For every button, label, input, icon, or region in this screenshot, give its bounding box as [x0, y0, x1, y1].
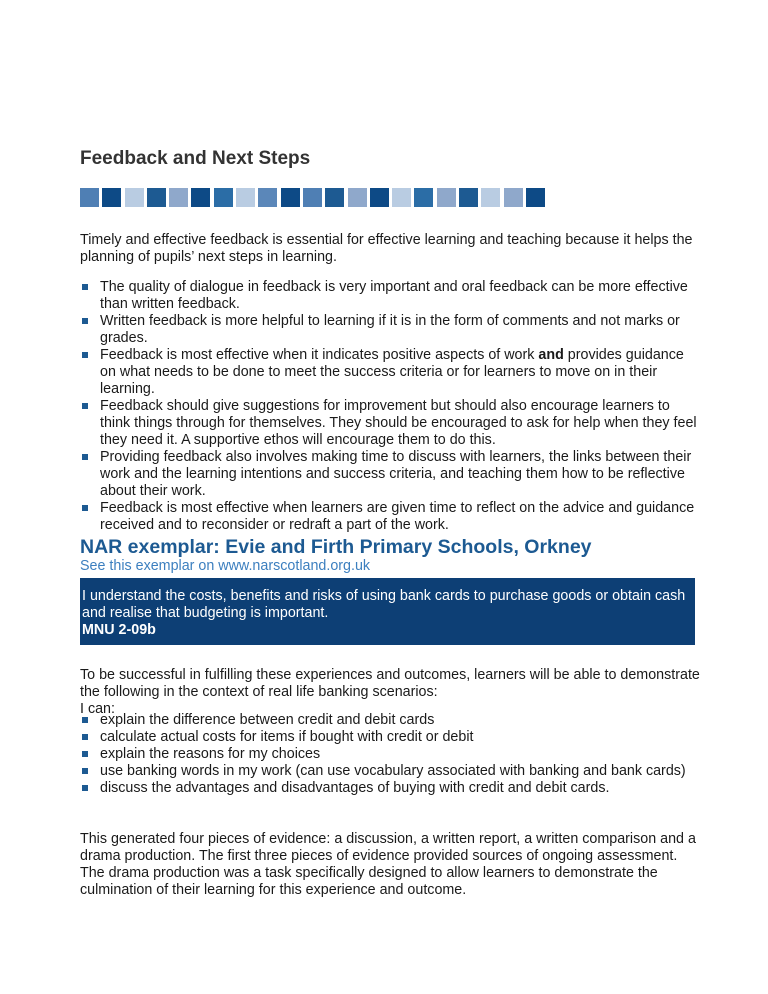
feedback-points-list [80, 279, 700, 534]
decorative-square [325, 188, 344, 207]
success-criteria-list [80, 712, 700, 797]
feedback-point [80, 398, 700, 449]
feedback-point [80, 347, 700, 398]
square-bullet-icon [82, 785, 88, 791]
decorative-square [437, 188, 456, 207]
page-title: Feedback and Next Steps [80, 148, 311, 169]
success-criterion-text: explain the difference between credit and debit cards [100, 712, 435, 728]
decorative-square [526, 188, 545, 207]
decorative-square [414, 188, 433, 207]
intro-paragraph: Timely and effective feedback is essential for effective learning and teaching because it helps the planning of pupils’ next steps in learning. [80, 232, 693, 265]
square-bullet-icon [82, 454, 88, 460]
square-bullet-icon [82, 403, 88, 409]
success-criterion [80, 712, 700, 729]
decorative-square [236, 188, 255, 207]
square-bullet-icon [82, 318, 88, 324]
decorative-square [348, 188, 367, 207]
feedback-point [80, 449, 700, 500]
decorative-square [80, 188, 99, 207]
square-bullet-icon [82, 505, 88, 511]
decorative-square [147, 188, 166, 207]
decorative-square [303, 188, 322, 207]
decorative-square [102, 188, 121, 207]
decorative-square [214, 188, 233, 207]
decorative-square [191, 188, 210, 207]
square-bullet-icon [82, 751, 88, 757]
success-criterion-text: use banking words in my work (can use vocabulary associated with banking and bank cards) [100, 763, 686, 779]
experience-outcome-box [80, 578, 695, 645]
outcome-code: MNU 2-09b [82, 622, 156, 638]
decorative-square [125, 188, 144, 207]
square-bullet-icon [82, 734, 88, 740]
feedback-point-text: Feedback is most effective when it indicates positive aspects of work [100, 347, 539, 363]
decorative-square [370, 188, 389, 207]
feedback-point-text: Feedback is most effective when learners are given time to reflect on the advice and guidance received and to reconsider or redraft a part of the work. [100, 500, 695, 533]
success-criterion-text: calculate actual costs for items if bought with credit or debit [100, 729, 474, 745]
decorative-square [258, 188, 277, 207]
success-criterion-text: discuss the advantages and disadvantages of buying with credit and debit cards. [100, 780, 610, 796]
success-criterion [80, 746, 700, 763]
feedback-point-text: Providing feedback also involves making time to discuss with learners, the links between their work and the learning intentions and success criteria, and teaching them how to be reflective about their work. [100, 449, 692, 499]
square-bullet-icon [82, 352, 88, 358]
decorative-squares-strip [80, 188, 548, 207]
exemplar-link[interactable]: See this exemplar on www.narscotland.org.uk [80, 558, 371, 574]
decorative-square [281, 188, 300, 207]
feedback-point-text: Feedback should give suggestions for improvement but should also encourage learners to think things through for themselves. They should be encouraged to ask for help when they feel they need it. A supportive ethos will encourage them to do this. [100, 398, 697, 448]
success-criterion [80, 729, 700, 746]
success-criterion [80, 763, 700, 780]
feedback-point [80, 279, 700, 313]
decorative-square [169, 188, 188, 207]
success-criterion [80, 780, 700, 797]
feedback-point [80, 313, 700, 347]
decorative-square [459, 188, 478, 207]
outcome-text: I understand the costs, benefits and risks of using bank cards to purchase goods or obtain cash and realise that budgeting is important. [82, 588, 686, 621]
decorative-square [392, 188, 411, 207]
conclusion-paragraph: This generated four pieces of evidence: a discussion, a written report, a written comparison and a drama production. The first three pieces of evidence provided sources of ongoing assessment. The drama production was a task specifically designed to allow learners to demonstrate the culmination of their learning for this experience and outcome. [80, 831, 696, 898]
feedback-point-text: The quality of dialogue in feedback is very important and oral feedback can be more effective than written feedback. [100, 279, 688, 312]
feedback-point-emphasis: and [538, 347, 564, 363]
i-can-label: I can: [80, 701, 115, 717]
square-bullet-icon [82, 284, 88, 290]
square-bullet-icon [82, 768, 88, 774]
exemplar-heading: NAR exemplar: Evie and Firth Primary Schools, Orkney [80, 536, 592, 558]
success-intro-text: To be successful in fulfilling these experiences and outcomes, learners will be able to demonstrate the following in the context of real life banking scenarios: [80, 667, 700, 700]
feedback-point [80, 500, 700, 534]
feedback-point-text: provides guidance on what needs to be done to meet the success criteria or for learners to move on in their learning. [100, 347, 684, 397]
success-criteria-intro [80, 667, 700, 718]
success-criterion-text: explain the reasons for my choices [100, 746, 321, 762]
decorative-square [504, 188, 523, 207]
feedback-point-text: Written feedback is more helpful to learning if it is in the form of comments and not marks or grades. [100, 313, 680, 346]
square-bullet-icon [82, 717, 88, 723]
decorative-square [481, 188, 500, 207]
